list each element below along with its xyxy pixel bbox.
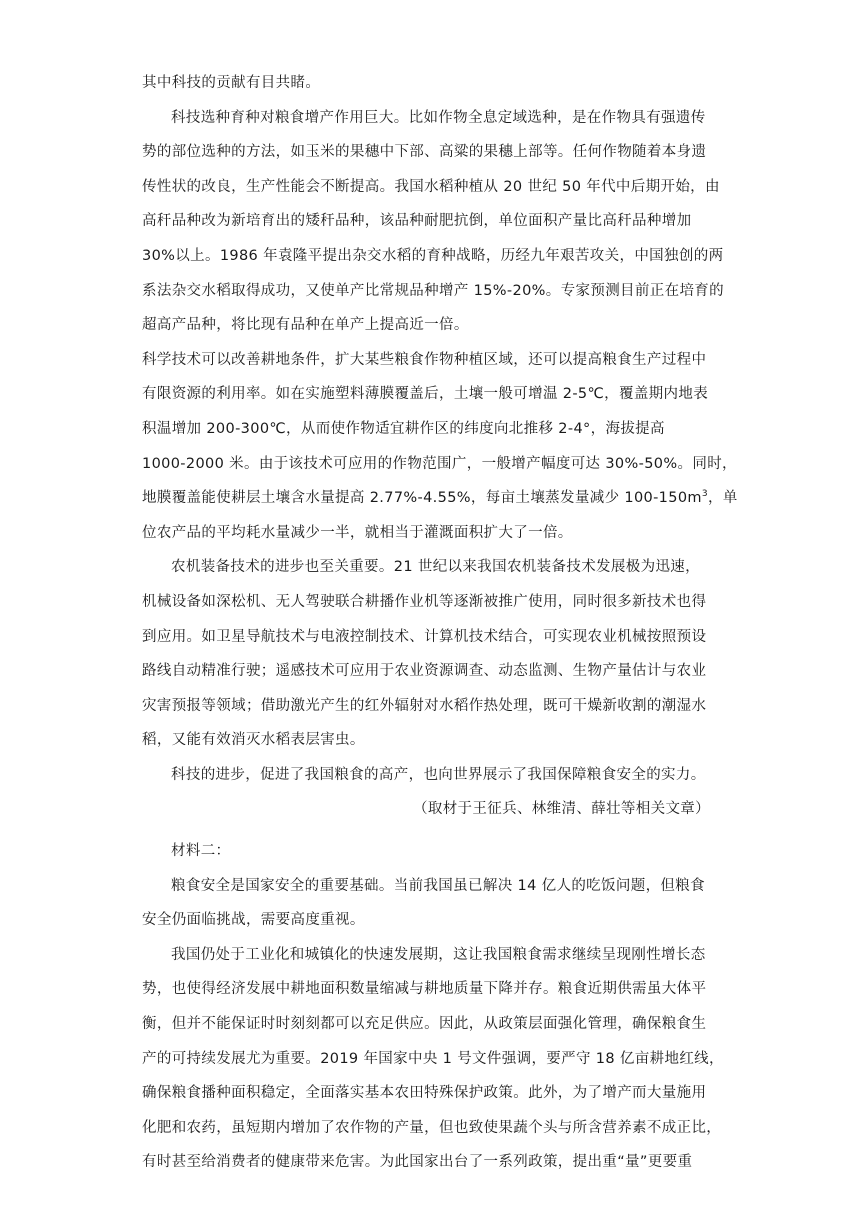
text-line: 安全仍面临挑战，需要高度重视。: [142, 912, 365, 929]
text-line: 科学技术可以改善耕地条件，扩大某些粮食作物种植区域，还可以提高粮食生产过程中: [142, 351, 707, 368]
text-line: 积温增加 200-300℃，从而使作物适宜耕作区的纬度向北推移 2-4°，海拔提高: [142, 420, 665, 437]
text-line: 1000-2000 米。由于该技术可应用的作物范围广，一般增产幅度可达 30%-50%。同时，: [142, 455, 737, 472]
text-line: 30%以上。1986 年袁隆平提出杂交水稻的育种战略，历经九年艰苦攻关，中国独创的两: [142, 247, 724, 264]
text-line: 系法杂交水稻取得成功，又使单产比常规品种增产 15%-20%。专家预测目前正在培育的: [142, 282, 724, 299]
text-line: 化肥和农药，虽短期内增加了农作物的产量，但也致使果蔬个头与所含营养素不成正比，: [142, 1119, 722, 1136]
text-segment: ，单: [707, 490, 738, 507]
text-line: 农机装备技术的进步也至关重要。21 世纪以来我国农机装备技术发展极为迅速，: [171, 559, 701, 576]
superscript: 3: [701, 489, 708, 500]
text-line: 材料二：: [171, 843, 231, 860]
text-line: 位农产品的平均耗水量减少一半，就相当于灌溉面积扩大了一倍。: [142, 524, 573, 541]
text-line: 产的可持续发展尤为重要。2019 年国家中央 1 号文件强调，要严守 18 亿亩耕地红线，: [142, 1050, 724, 1067]
text-line: 我国仍处于工业化和城镇化的快速发展期，这让我国粮食需求继续呈现刚性增长态: [171, 946, 706, 963]
text-line: 有时甚至给消费者的健康带来危害。为此国家出台了一系列政策，提出重“量”更要重: [142, 1154, 693, 1171]
text-line: 机械设备如深松机、无人驾驶联合耕播作业机等逐渐被推广使用，同时很多新技术也得: [142, 593, 707, 610]
text-line: 科技的进步，促进了我国粮食的高产，也向世界展示了我国保障粮食安全的实力。: [171, 766, 706, 783]
source-citation: （取材于王征兵、林维清、薛壮等相关文章）: [413, 801, 710, 818]
text-line: 确保粮食播种面积稳定，全面落实基本农田特殊保护政策。此外，为了增产而大量施用: [142, 1085, 707, 1102]
section-gap: [142, 827, 718, 834]
text-line: 稻，又能有效消灭水稻表层害虫。: [142, 732, 365, 749]
text-line: 有限资源的利用率。如在实施塑料薄膜覆盖后，土壤一般可增温 2-5℃，覆盖期内地表: [142, 386, 709, 403]
text-line: 科技选种育种对粮食增产作用巨大。比如作物全息定域选种，是在作物具有强遗传: [171, 109, 706, 126]
text-line: 势，也使得经济发展中耕地面积数量缩减与耕地质量下降并存。粮食近期供需虽大体平: [142, 981, 707, 998]
text-line: 高秆品种改为新培育出的矮秆品种，该品种耐肥抗倒，单位面积产量比高秆品种增加: [142, 213, 692, 230]
text-line: 粮食安全是国家安全的重要基础。当前我国虽已解决 14 亿人的吃饭问题，但粮食: [171, 877, 705, 894]
text-line: 衡，但并不能保证时时刻刻都可以充足供应。因此，从政策层面强化管理，确保粮食生: [142, 1016, 707, 1033]
text-line: [142, 481, 738, 516]
text-line: 其中科技的贡献有目共睹。: [142, 75, 321, 91]
text-line: 到应用。如卫星导航技术与电液控制技术、计算机技术结合，可实现农业机械按照预设: [142, 628, 707, 645]
text-line: 路线自动精准行驶；遥感技术可应用于农业资源调查、动态监测、生物产量估计与农业: [142, 663, 707, 680]
text-line: 灾害预报等领域；借助激光产生的红外辐射对水稻作热处理，既可干燥新收割的潮湿水: [142, 697, 707, 714]
text-line: 超高产品种，将比现有品种在单产上提高近一倍。: [142, 317, 469, 334]
text-segment: 地膜覆盖能使耕层土壤含水量提高 2.77%-4.55%，每亩土壤蒸发量减少 100-150m: [142, 490, 702, 507]
article-body: [142, 66, 738, 1180]
text-line: 势的部位选种的方法，如玉米的果穗中下部、高粱的果穗上部等。任何作物随着本身遗: [142, 144, 707, 161]
text-line: 传性状的改良，生产性能会不断提高。我国水稻种植从 20 世纪 50 年代中后期开始，由: [142, 178, 720, 195]
